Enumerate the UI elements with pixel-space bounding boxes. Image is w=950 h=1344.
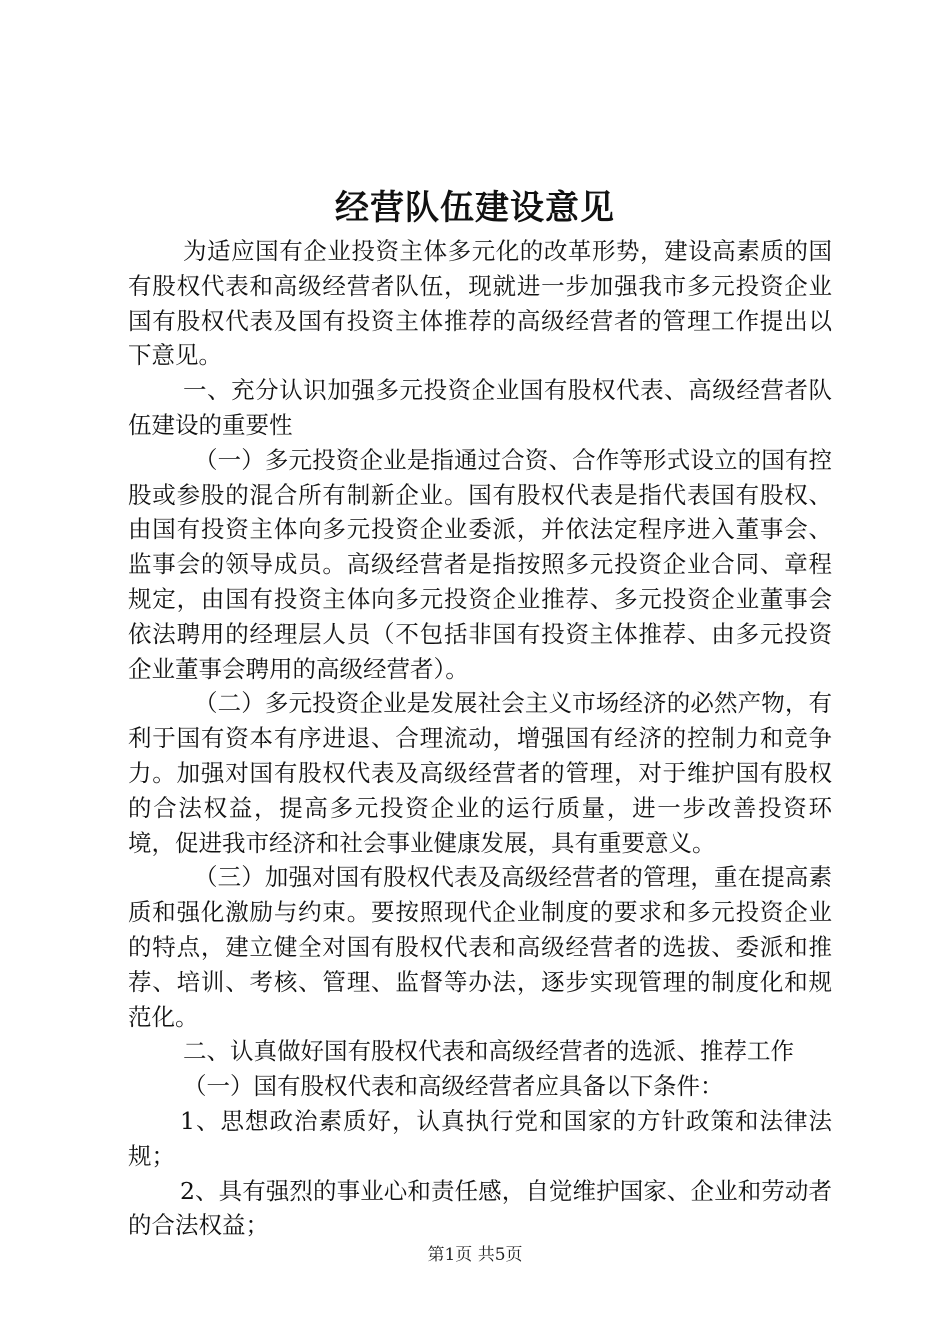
list-item-2: 2、具有强烈的事业心和责任感，自觉维护国家、企业和劳动者的合法权益； bbox=[128, 1176, 832, 1240]
section-heading-1: 一、充分认识加强多元投资企业国有股权代表、高级经营者队伍建设的重要性 bbox=[128, 376, 832, 439]
paragraph-1-2: （二）多元投资企业是发展社会主义市场经济的必然产物，有利于国有资本有序进退、合理流动，增强国有经济的控制力和竞争力。加强对国有股权代表及高级经营者的管理，对于维护国有股权的合法权益，提高多元投资企业的运行质量，进一步改善投资环境，促进我市经济和社会事业健康发展，具有重要意义。 bbox=[128, 689, 832, 857]
paragraph-1-3: （三）加强对国有股权代表及高级经营者的管理，重在提高素质和强化激励与约束。要按照现代企业制度的要求和多元投资企业的特点，建立健全对国有股权代表和高级经营者的选拔、委派和推荐、培训、考核、管理、监督等办法，逐步实现管理的制度化和规范化。 bbox=[128, 863, 832, 1031]
paragraph-1-1: （一）多元投资企业是指通过合资、合作等形式设立的国有控股或参股的混合所有制新企业。国有股权代表是指代表国有股权、由国有投资主体向多元投资企业委派，并依法定程序进入董事会、监事会的领导成员。高级经营者是指按照多元投资企业合同、章程规定，由国有投资主体向多元投资企业推荐、多元投资企业董事会依法聘用的经理层人员（不包括非国有投资主体推荐、由多元投资企业董事会聘用的高级经营者）。 bbox=[128, 445, 832, 683]
document-body bbox=[128, 234, 832, 1243]
document-title: 经营队伍建设意见 bbox=[335, 188, 615, 228]
paragraph-2-1: （一）国有股权代表和高级经营者应具备以下条件： bbox=[183, 1072, 724, 1101]
list-item-1: 1、思想政治素质好，认真执行党和国家的方针政策和法律法规； bbox=[128, 1106, 832, 1170]
section-heading-2: 二、认真做好国有股权代表和高级经营者的选派、推荐工作 bbox=[183, 1037, 794, 1066]
paragraph-intro: 为适应国有企业投资主体多元化的改革形势，建设高素质的国有股权代表和高级经营者队伍，现就进一步加强我市多元投资企业国有股权代表及国有投资主体推荐的高级经营者的管理工作提出以下意见。 bbox=[128, 237, 832, 370]
page-footer: 第1页 共5页 bbox=[427, 1245, 523, 1265]
